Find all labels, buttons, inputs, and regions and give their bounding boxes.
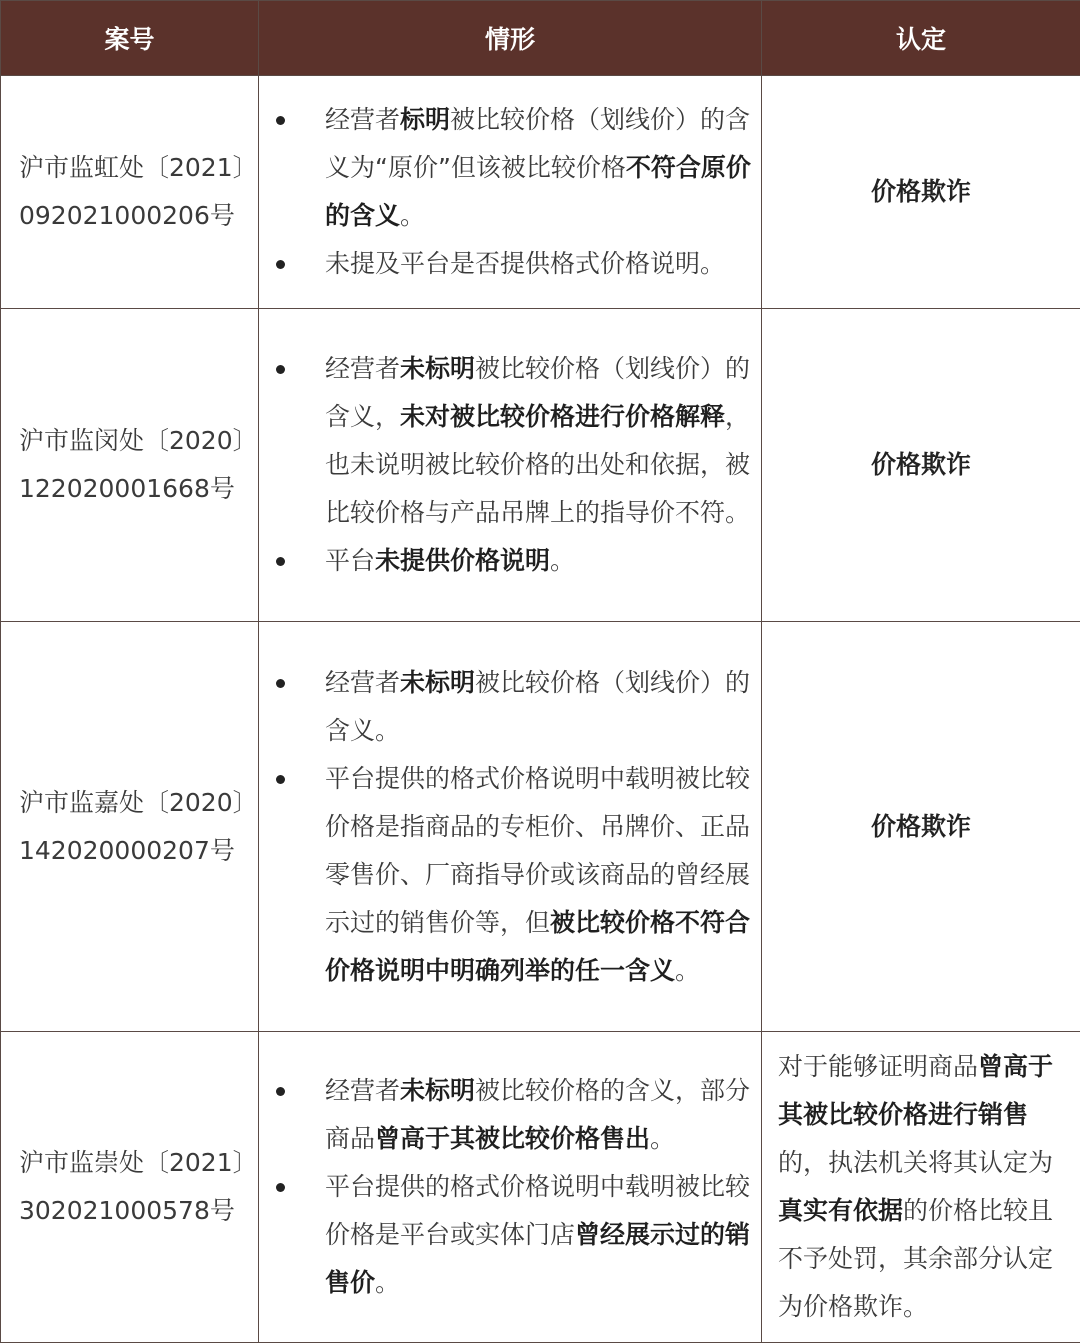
text-run: 。 — [650, 1124, 675, 1153]
list-item — [259, 755, 757, 995]
table-row — [1, 309, 1080, 622]
list-item — [259, 659, 757, 755]
emphasis-text: 曾高于其被比较价格售出 — [375, 1124, 650, 1153]
text-run: 的，执法机关将其认定为 — [778, 1148, 1053, 1177]
header-situation: 情形 — [259, 1, 762, 76]
finding-cell — [762, 1032, 1080, 1343]
text-run: 经营者 — [325, 668, 400, 697]
finding-cell: 价格欺诈 — [762, 309, 1080, 622]
finding-cell: 价格欺诈 — [762, 622, 1080, 1032]
table-row — [1, 76, 1080, 309]
text-run: 。 — [675, 956, 700, 985]
text-run: 对于能够证明商品 — [778, 1052, 978, 1081]
text-run: 经营者 — [325, 1076, 400, 1105]
situation-cell — [259, 76, 762, 309]
emphasis-text: 被比较价格不符合价格说明中明确列举的任一含义 — [325, 908, 750, 985]
text-run: 经营者 — [325, 354, 400, 383]
situation-list — [259, 76, 761, 308]
emphasis-text: 未标明 — [400, 668, 475, 697]
situation-cell — [259, 622, 762, 1032]
situation-cell — [259, 1032, 762, 1343]
case-number: 沪市监虹处〔2021〕 092021000206号 — [1, 76, 259, 309]
list-item — [259, 1067, 757, 1163]
table-row — [1, 622, 1080, 1032]
emphasis-text: 曾经展示过的销售价 — [325, 1220, 750, 1297]
list-item — [259, 345, 757, 537]
text-run: 平台提供的格式价格说明中载明被比较价格是平台或实体门店 — [325, 1172, 750, 1249]
text-run: 平台提供的格式价格说明中载明被比较价格是指商品的专柜价、吊牌价、正品零售价、厂商指导价或该商品的曾经展示过的销售价等，但 — [325, 764, 750, 937]
case-number: 沪市监闵处〔2020〕 122020001668号 — [1, 309, 259, 622]
text-run: 未提及平台是否提供格式价格说明。 — [325, 249, 725, 278]
text-run: 被比较价格（划线价）的含义， — [325, 354, 750, 431]
text-run: 经营者 — [325, 105, 400, 134]
emphasis-text: 未标明 — [400, 1076, 475, 1105]
situation-list — [259, 325, 761, 605]
list-item — [259, 96, 757, 240]
text-run: 被比较价格的含义，部分商品 — [325, 1076, 750, 1153]
case-number: 沪市监崇处〔2021〕 302021000578号 — [1, 1032, 259, 1343]
list-item — [259, 537, 757, 585]
text-run: 被比较价格（划线价）的含义。 — [325, 668, 750, 745]
case-number: 沪市监嘉处〔2020〕 142020000207号 — [1, 622, 259, 1032]
text-run: 。 — [375, 1268, 400, 1297]
list-item — [259, 240, 757, 288]
text-run: 。 — [400, 201, 425, 230]
emphasis-text: 曾高于其被比较价格进行销售 — [778, 1052, 1053, 1129]
text-run: 被比较价格（划线价）的含义为“原价”但该被比较价格 — [325, 105, 750, 182]
text-run: 平台 — [325, 546, 375, 575]
emphasis-text: 不符合原价的含义 — [325, 153, 751, 230]
text-run: 的价格比较且不予处罚，其余部分认定为价格欺诈。 — [778, 1196, 1053, 1321]
finding-cell: 价格欺诈 — [762, 76, 1080, 309]
list-item — [259, 1163, 757, 1307]
emphasis-text: 未标明 — [400, 354, 475, 383]
situation-cell — [259, 309, 762, 622]
text-run: 。 — [550, 546, 575, 575]
table-row — [1, 1032, 1080, 1343]
header-row — [1, 1, 1080, 76]
emphasis-text: 真实有依据 — [778, 1196, 903, 1225]
header-case: 案号 — [1, 1, 259, 76]
header-finding: 认定 — [762, 1, 1080, 76]
text-run: ，也未说明被比较价格的出处和依据，被比较价格与产品吊牌上的指导价不符。 — [325, 402, 750, 527]
situation-list — [259, 639, 761, 1015]
emphasis-text: 未对被比较价格进行价格解释 — [400, 402, 725, 431]
situation-list — [259, 1047, 761, 1327]
emphasis-text: 未提供价格说明 — [375, 546, 550, 575]
emphasis-text: 标明 — [400, 105, 450, 134]
